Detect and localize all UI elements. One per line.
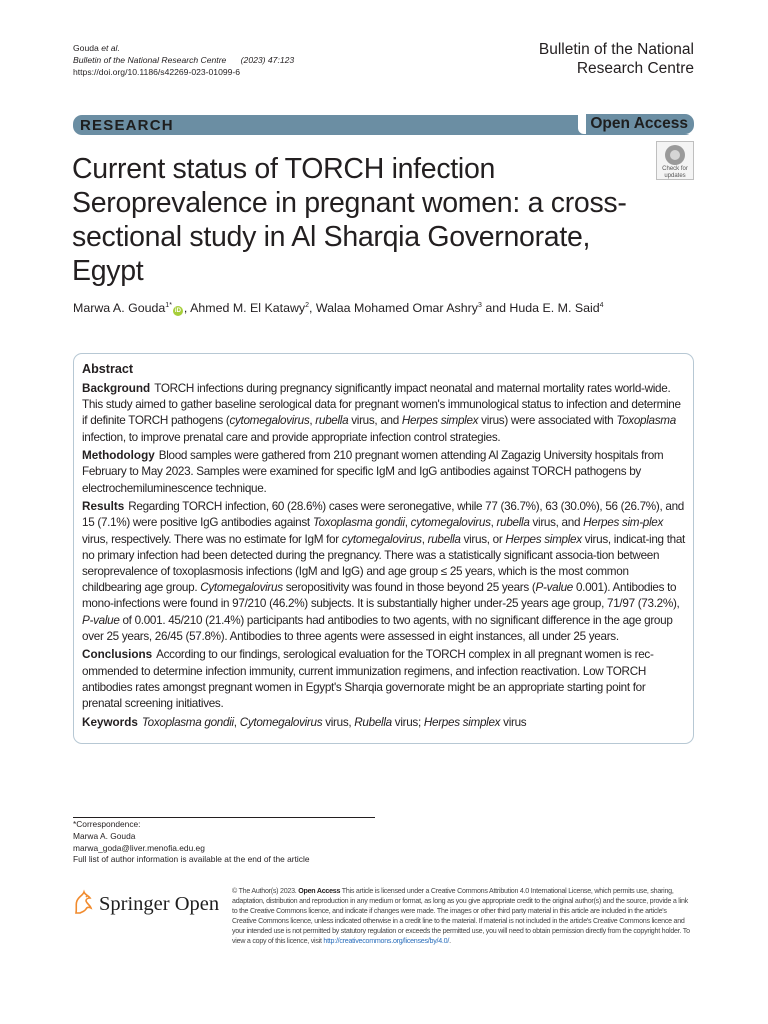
- abstract-methodology: Methodology Blood samples were gathered from 210 pregnant women attending Al Zagazig University hospitals from February to May 2023. Samples were examined for specific IgM and IgG antibodies against TORCH pathogens by electrochemiluminescence technique.: [82, 449, 664, 495]
- correspondence-name: Marwa A. Gouda: [73, 830, 136, 841]
- citation-header: [73, 42, 294, 78]
- check-updates-icon: [665, 145, 685, 165]
- springer-horse-icon: [72, 889, 94, 915]
- citation-journal: Bulletin of the National Research Centre (2023) 47:123: [73, 55, 295, 65]
- abstract-background: Background TORCH infections during pregnancy significantly impact neonatal and maternal mortality rates world-wide. This study aimed to gather baseline serological data for pregnant women's immunological status to infection and determine if definite TORCH pathogens (cytomegalovirus, rubella virus, and Herpes simplex virus) were associated with Toxoplasma infection, to improve prenatal care and provide appropriate infection control strategies.: [82, 382, 681, 444]
- license-link[interactable]: http://creativecommons.org/licenses/by/4.0/: [323, 937, 450, 946]
- correspondence-email[interactable]: marwa_goda@liver.menofia.edu.eg: [73, 842, 205, 853]
- check-updates-label: Check for updates: [662, 166, 688, 179]
- orcid-icon[interactable]: iD: [174, 308, 181, 315]
- open-access-badge: Open Access: [578, 109, 694, 134]
- springer-open-logo: Springer Open: [72, 887, 222, 919]
- journal-title: Bulletin of the National Research Centre: [538, 41, 694, 77]
- abstract-box: [73, 353, 694, 744]
- doi-link[interactable]: https://doi.org/10.1186/s42269-023-01099-6: [73, 67, 241, 77]
- abstract-conclusions: Conclusions According to our findings, serological evaluation for the TORCH complex in all pregnant women is rec-ommended to determine infection immunity, current immunization regimens, and infection reactivation. Low TORCH antibodies rates amongst pregnant women in Egypt's Sharqia governorate might be an appropriate starting point for prenatal screening initiatives.: [82, 648, 654, 711]
- author-info-note: Full list of author information is available at the end of the article: [73, 854, 310, 865]
- correspondence-label: *Correspondence:: [73, 819, 141, 829]
- abstract-keywords: Keywords Toxoplasma gondii, Cytomegalovirus virus, Rubella virus; Herpes simplex virus: [82, 715, 527, 729]
- article-title: Current status of TORCH infection Seroprevalence in pregnant women: a cross-sectional study in Al Sharqia Governorate, Egypt: [72, 153, 627, 287]
- correspondence-note: [73, 819, 310, 866]
- article-type-label: RESEARCH: [80, 117, 174, 134]
- citation-authors: Gouda et al.: [73, 43, 120, 53]
- check-for-updates-button[interactable]: [656, 141, 694, 180]
- author-list: Marwa A. Gouda$^{1*}$iD , Ahmed M. El Katawy$^2$, Walaa Mohamed Omar Ashry$^3$ and Huda E. M. Said$^4$: [73, 301, 604, 316]
- footnote-divider: [73, 817, 375, 818]
- article-type-banner: [73, 115, 694, 135]
- abstract-heading: Abstract: [82, 362, 134, 376]
- license-text: © The Author(s) 2023. Open Access This article is licensed under a Creative Commons Attribution 4.0 International License, which permits use, sharing, adaptation, distribution and reproduction in any medium or format, as long as you give appropriate credit to the original author(s) and the source, provide a link to the Creative Commons licence, and indicate if changes were made. The images or other third party material in this article are included in the article's Creative Commons licence, unless indicated otherwise in a credit line to the material. If material is not included in the article's Creative Commons licence and your intended use is not permitted by statutory regulation or exceeds the permitted use, you will need to obtain permission directly from the copyright holder. To view a copy of this licence, visit http://creativecommons.org/licenses/by/4.0/.: [232, 887, 690, 946]
- abstract-results: Results Regarding TORCH infection, 60 (28.6%) cases were seronegative, while 77 (36.7%), 63 (30.0%), 56 (26.7%), and 15 (7.1%) were positive IgG antibodies against Toxoplasma gondii, cytomegalovirus, rubella virus, and Herpes sim-plex virus, respectively. There was no estimate for IgM for cytomegalovirus, rubella virus, or Herpes simplex virus, indicat-ing that no primary infection had been detected during the pregnancy. There was a statistically significant associa-tion between seroprevalence of toxoplasmosis infections (IgM and IgG) and age group ≤ 25 years, which is the most common childbearing age group. Cytomegalovirus seropositivity was found in those beyond 25 years (P-value 0.001). Antibodies to mono-infections were found in 97/210 (46.2%) subjects. It is substantially higher under-25 years age group, 71/97 (73.2%), P-value of 0.001. 45/210 (21.4%) participants had antibodies to two agents, with no significant difference in the age group over 25 years, 26/45 (57.8%). Antibodies to three agents were assessed in eight instances, all under 25 years.: [82, 500, 685, 643]
